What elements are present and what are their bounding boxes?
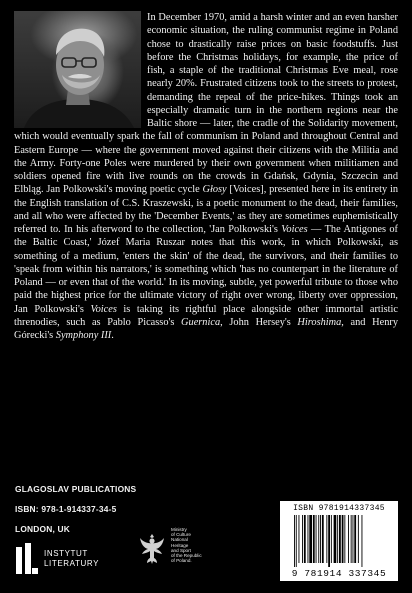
ministry-line: of Poland. xyxy=(171,558,192,564)
publisher-isbn: ISBN: 978-1-914337-34-5 xyxy=(15,504,117,514)
instytut-literatury-logo xyxy=(16,543,99,575)
ministry-line: Ministry xyxy=(171,527,187,532)
il-text xyxy=(44,549,99,569)
isbn-barcode xyxy=(280,501,398,581)
il-mark-icon xyxy=(16,543,38,575)
barcode-digits: 9 781914 337345 xyxy=(291,568,387,579)
back-cover-blurb: In December 1970, amid a harsh winter and an even harsher economic situation, the ruling communist regime in Poland chose to drastically raise prices on basic foodstuffs. Just before the Christmas holidays, for example, the price of fish, a staple of the traditional Christmas Eve meal, rose nearly 20%. Frustrated citizens took to the streets to protest, demanding the repeal of the price-hikes. Things took an especially dramatic turn in the northern regions near the Baltic shore — later, the cradle of the Solidarity movement, which would eventually spark the fall of communism in Poland and throughout Central and Eastern Europe — where the government moved against their citizens with the Militia and the Army. Forty-one Poles were murdered by their own government when militiamen and soldiers opened fire with live rounds on the crowds in Gdańsk, Gdynia, Szczecin and Elbląg. Jan Polkowski's moving poetic cycle Głosy [Voices], presented here in its entirety in the English translation of C.S. Kraszewski, is a poetic monument to the dead, their families, and all who were affected by the 'December Events,' as they are sometimes euphemistically referred to. In his afterword to the collection, 'Jan Polkowski's Voices — The Antigones of the Baltic Coast,' Józef Maria Ruszar notes that this work, in which Polkowski, as something of a medium, 'enters the skin' of the dead, the survivors, and their families to 'speak from within his narrators,' is something which 'has no counterpart in the literature of Poland — or even that of the world.' In its moving, subtle, yet powerful tribute to those who paid the highest price for the ultimate victory of right over wrong, liberty over oppression, Jan Polkowski's Voices is taking its rightful place alongside other immortal artistic threnodies, such as Pablo Picasso's Guernica, John Hersey's Hiroshima, and Henry Górecki's Symphony III. xyxy=(14,12,398,341)
barcode-isbn-label: ISBN 9781914337345 xyxy=(293,504,385,513)
ministry-line: of the Republic xyxy=(171,553,202,559)
ministry-line: National xyxy=(171,537,188,543)
il-line-1: INSTYTUT xyxy=(44,549,88,558)
polish-eagle-icon xyxy=(139,532,165,566)
publisher-location: LONDON, UK xyxy=(15,524,71,534)
barcode-bars-icon xyxy=(294,515,386,567)
ministry-line: and Sport xyxy=(171,547,191,553)
il-line-2: LITERATURY xyxy=(44,559,100,568)
ministry-logo-text xyxy=(171,527,215,563)
publisher-name: GLAGOSLAV PUBLICATIONS xyxy=(15,484,137,494)
ministry-line: of Culture xyxy=(171,532,191,538)
publisher-info xyxy=(15,479,136,539)
ministry-line: Heritage xyxy=(171,542,189,548)
